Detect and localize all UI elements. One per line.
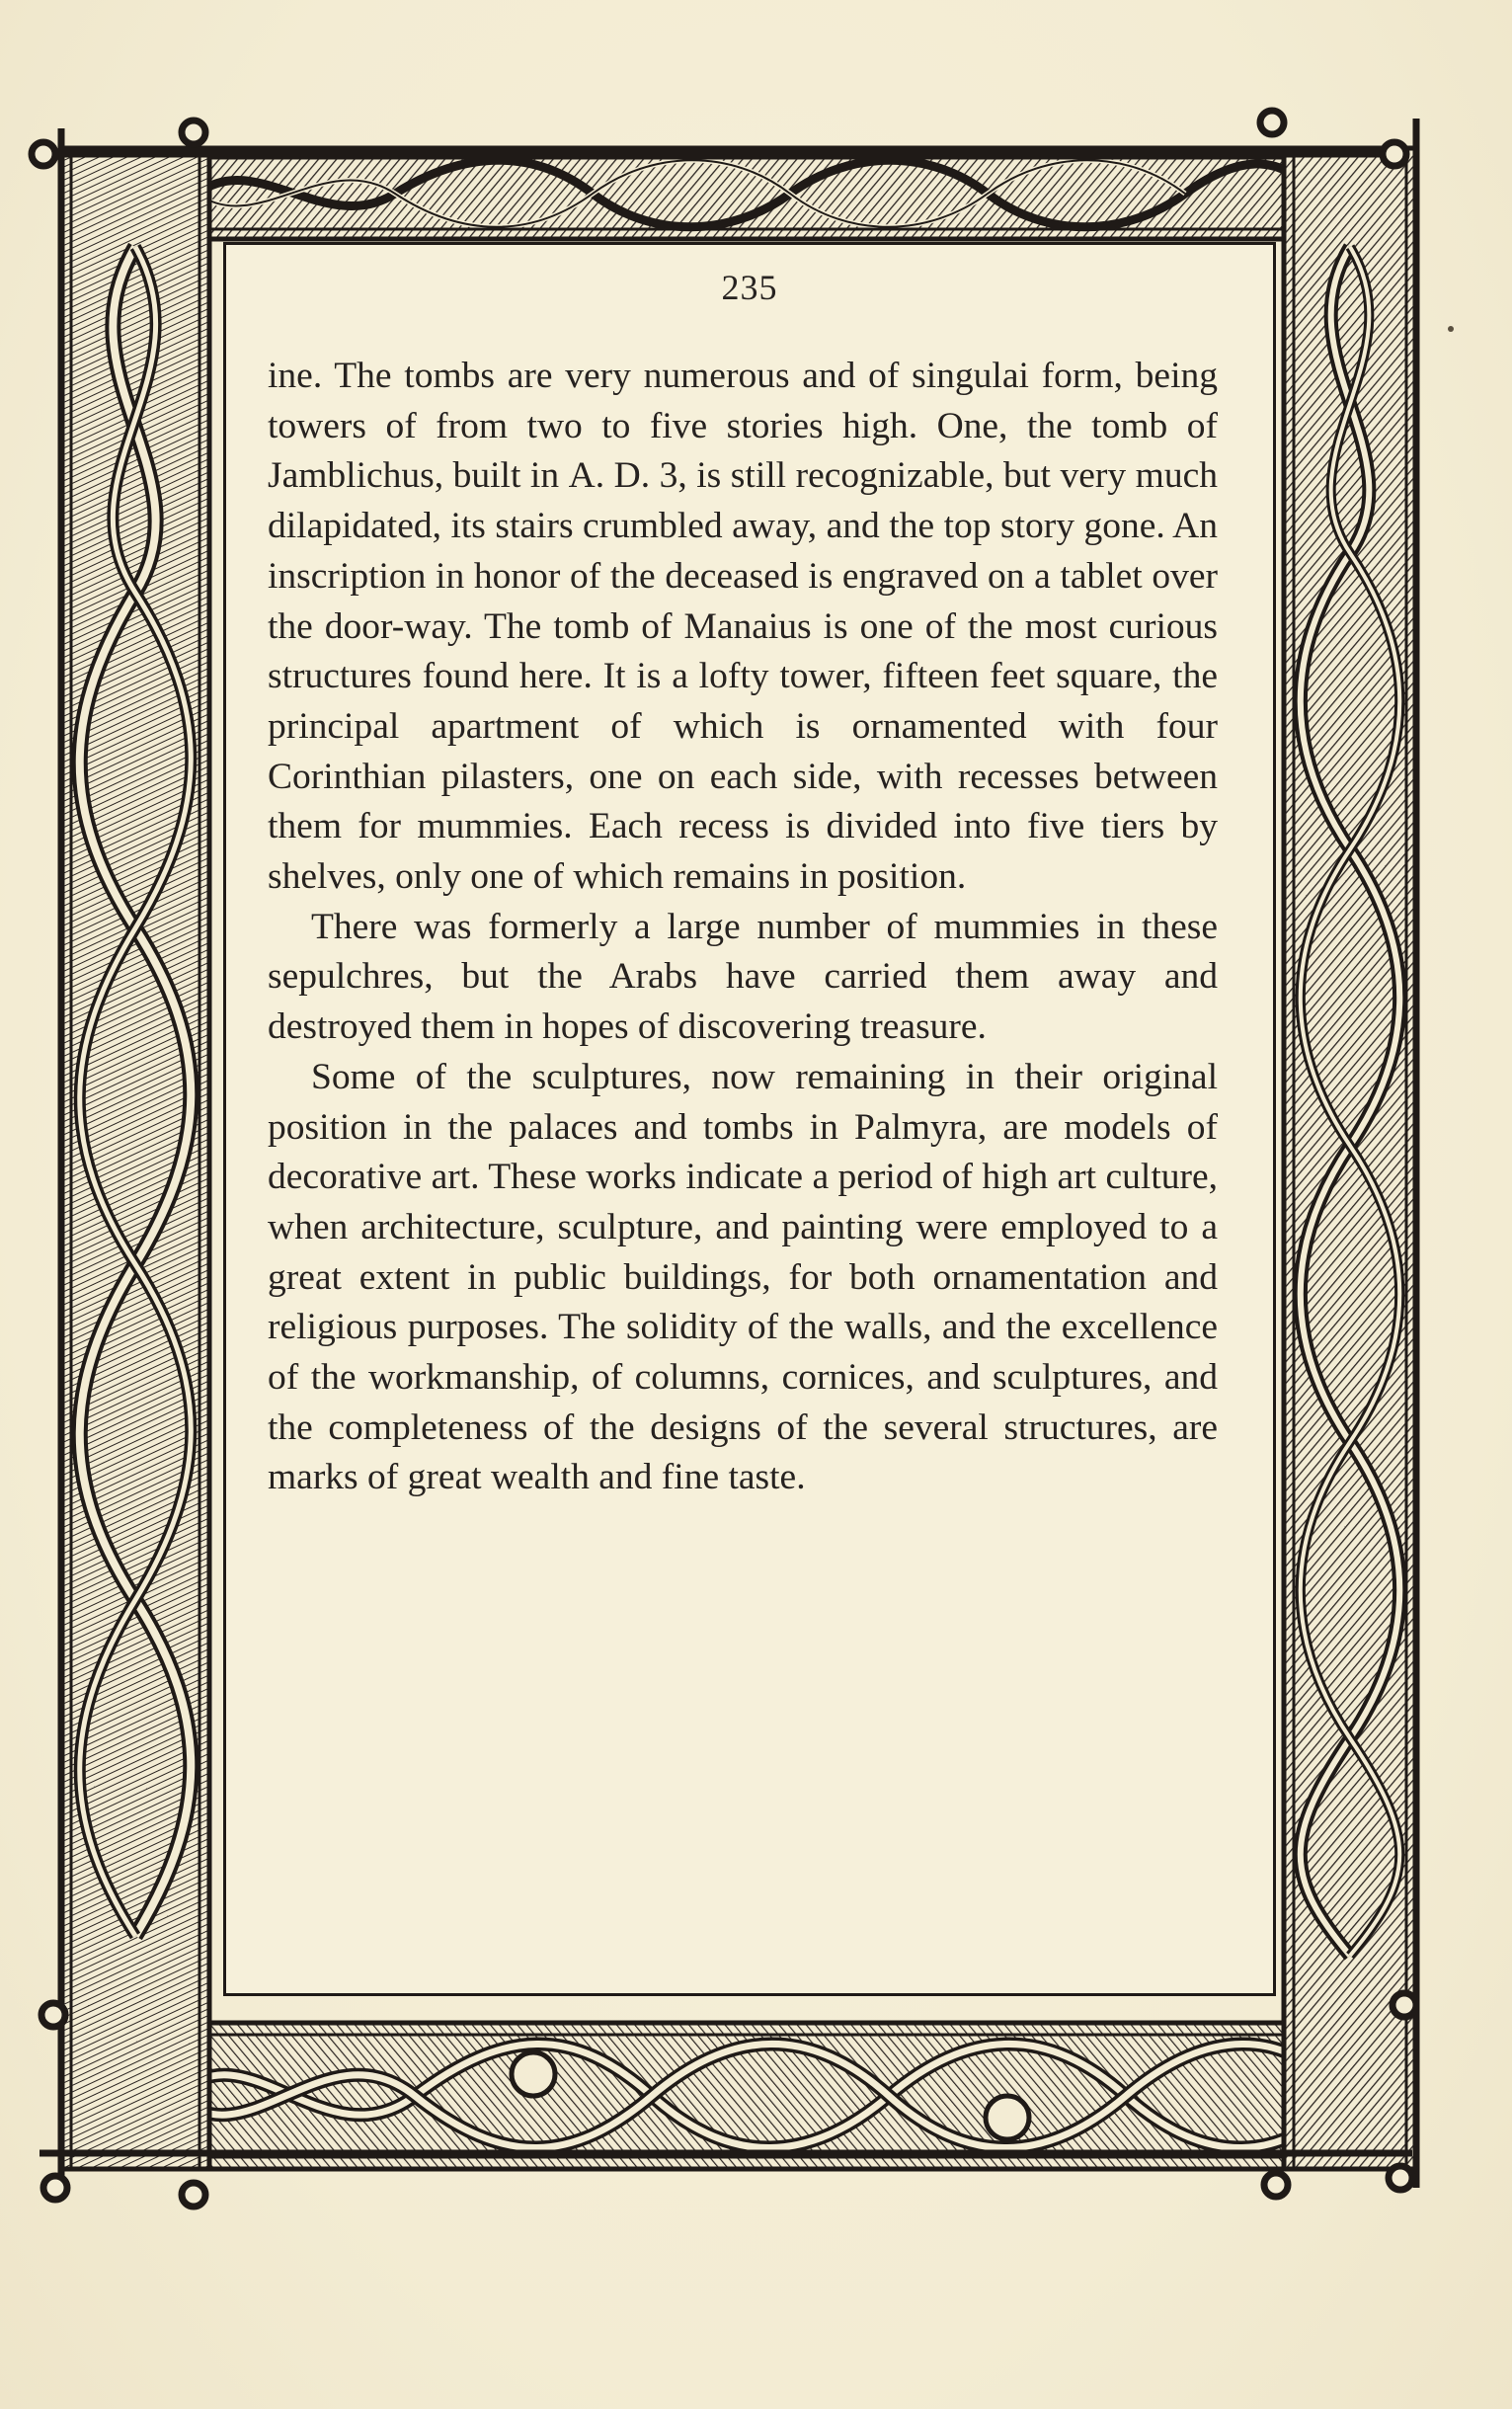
top-ornament-band — [61, 148, 1416, 239]
text-panel — [226, 245, 1273, 1993]
bottom-ornament-band — [61, 2023, 1416, 2169]
left-ornament-column — [61, 148, 209, 2169]
era-abbreviation: A. D. — [568, 455, 651, 497]
paragraph-1: ine. The tombs are very numerous and of singulai form, being towers of from two to five stories high. One, the tomb of Jamblichus, built in A. D. 3, is still recognizable, but very much dilapidated, its stairs crumbled away, and the top story gone. An inscription in honor of the deceased is engraved on a tablet over the door-way. The tomb of Manaius is one of the most curious structures found here. It is a lofty tower, fifteen feet square, the principal apartment of which is ornamented with four Corinthian pilasters, one on each side, with recesses between them for mummies. Each recess is divided into five tiers by shelves, only one of which remains in position. — [268, 356, 1218, 898]
paper-speck — [1448, 326, 1454, 332]
page-number: 235 — [721, 268, 778, 307]
paragraph-2: There was formerly a large number of mummies in these sepulchres, but the Arabs have carried them away and destroyed them in hopes of discovering treasure. — [268, 906, 1218, 1048]
right-ornament-column — [1284, 148, 1416, 2169]
paragraph-3: Some of the sculptures, now remaining in their original position in the palaces and tombs in Palmyra, are models of decorative art. These works indicate a period of high art culture, when architecture, sculpture, and painting were employed to a great extent in public buildings, for both ornamentation and religious purposes. The solidity of the walls, and the excellence of the workmanship, of columns, cornices, and sculptures, and the completeness of the designs of the several structures, are marks of great wealth and fine taste. — [268, 1056, 1218, 1498]
body-text — [268, 352, 1218, 1503]
